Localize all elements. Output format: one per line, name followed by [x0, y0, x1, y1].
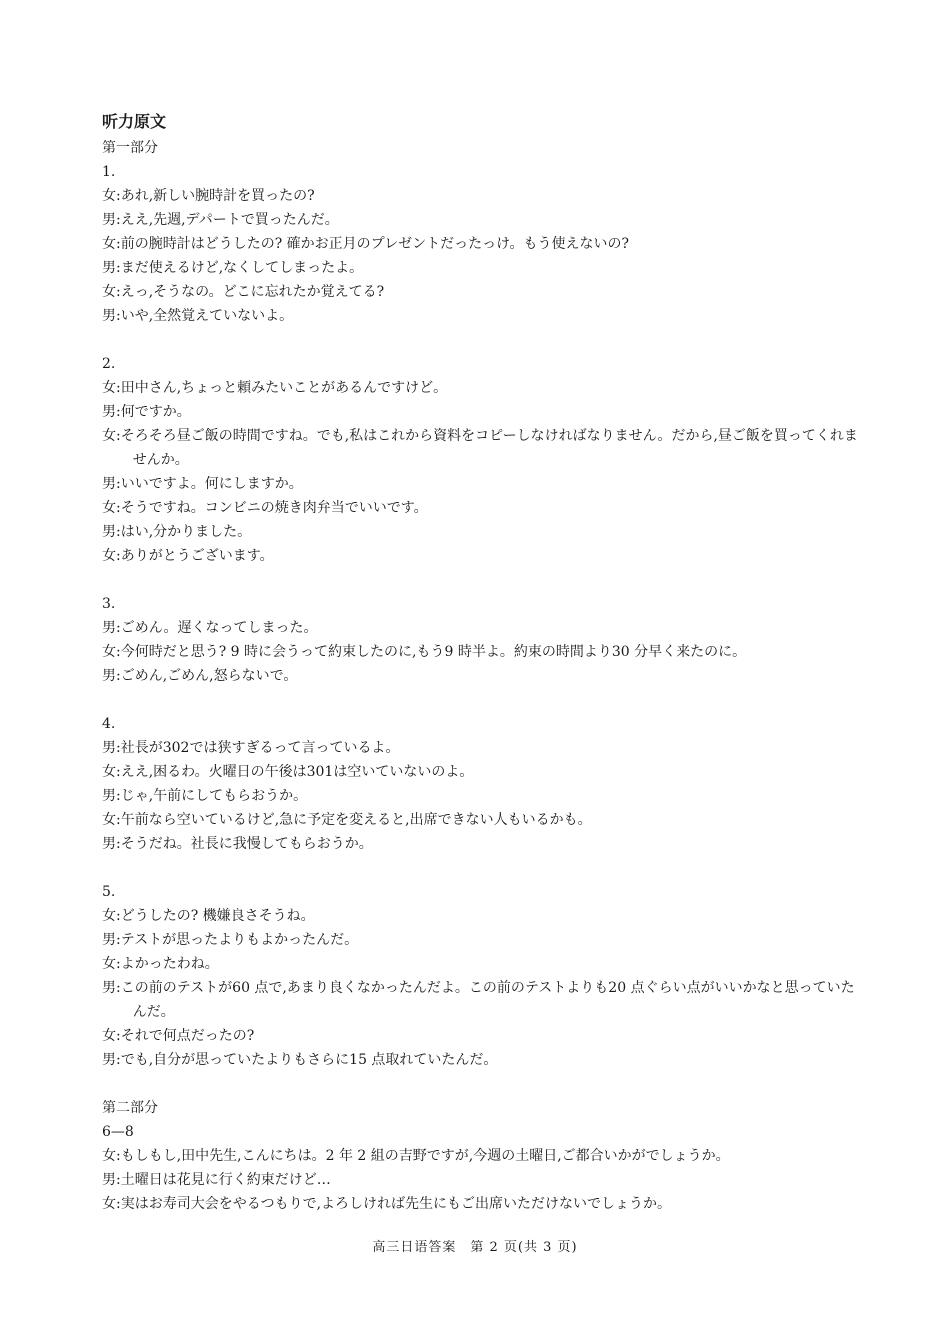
page-footer: 高三日语答案 第 2 页(共 3 页)	[372, 1240, 578, 1255]
dialogue-line: 男:テストが思ったよりもよかったんだ。	[102, 932, 359, 948]
dialogue-line: 男:ごめん。遅くなってしまった。	[102, 620, 318, 636]
dialogue-line: 男:ええ,先週,デパートで買ったんだ。	[102, 212, 339, 228]
dialogue-line: 女:そうですね。コンビニの焼き肉弁当でいいです。	[102, 500, 428, 516]
dialogue-line: 男:この前のテストが60 点で,あまり良くなかったんだよ。この前のテストよりも20 点ぐらい点がいいかなと思っていたんだ。	[102, 980, 855, 1020]
dialogue-line: 女:あれ,新しい腕時計を買ったの?	[102, 188, 315, 204]
dialogue-line: 女:ありがとうございます。	[102, 548, 274, 564]
section-heading: 第一部分	[102, 140, 158, 156]
dialogue-line: 男:ごめん,ごめん,怒らないで。	[102, 668, 298, 684]
dialogue-line: 女:午前なら空いているけど,急に予定を変えると,出席できない人もいるかも。	[102, 812, 592, 828]
dialogue-line: 女:そろそろ昼ご飯の時間ですね。でも,私はこれから資料をコピーしなければなりません。だから,昼ご飯を買ってくれませんか。	[102, 428, 858, 468]
paragraph-gap	[102, 1072, 862, 1096]
dialogue-line: 女:実はお寿司大会をやるつもりで,よろしければ先生にもご出席いただけないでしょうか。	[102, 1196, 672, 1212]
dialogue-line: 男:社長が302では狭すぎるって言っているよ。	[102, 740, 400, 756]
dialogue-line: 女:ええ,困るわ。火曜日の午後は301は空いていないのよ。	[102, 764, 474, 780]
dialogue-line: 男:そうだね。社長に我慢してもらおうか。	[102, 836, 373, 852]
dialogue-line: 女:田中さん,ちょっと頼みたいことがあるんですけど。	[102, 380, 448, 396]
dialogue-line: 女:前の腕時計はどうしたの? 確かお正月のプレゼントだったっけ。もう使えないの?	[102, 236, 630, 252]
question-number: 4.	[102, 716, 116, 732]
question-number: 5.	[102, 884, 116, 900]
question-number: 2.	[102, 356, 116, 372]
dialogue-line: 女:それで何点だったの?	[102, 1028, 255, 1044]
dialogue-line: 男:いいですよ。何にしますか。	[102, 476, 303, 492]
paragraph-gap	[102, 328, 862, 352]
dialogue-line: 女:よかったわね。	[102, 956, 219, 972]
dialogue-line: 女:えっ,そうなの。どこに忘れたか覚えてる?	[102, 284, 385, 300]
dialogue-line: 男:でも,自分が思っていたよりもさらに15 点取れていたんだ。	[102, 1052, 498, 1068]
paragraph-gap	[102, 568, 862, 592]
dialogue-line: 女:もしもし,田中先生,こんにちは。2 年 2 組の吉野ですが,今週の土曜日,ご都合いかがでしょうか。	[102, 1148, 730, 1164]
section-heading: 第二部分	[102, 1100, 158, 1116]
dialogue-line: 女:どうしたの? 機嫌良さそうね。	[102, 908, 315, 924]
dialogue-line: 女:今何時だと思う? 9 時に会うって約束したのに,もう9 時半よ。約束の時間より30 分早く来たのに。	[102, 644, 747, 660]
dialogue-line: 男:じゃ,午前にしてもらおうか。	[102, 788, 308, 804]
dialogue-line: 男:土曜日は花見に行く約束だけど…	[102, 1172, 331, 1188]
dialogue-line: 男:いや,全然覚えていないよ。	[102, 308, 294, 324]
document-page	[102, 108, 862, 1216]
paragraph-gap	[102, 688, 862, 712]
paragraph-gap	[102, 856, 862, 880]
question-number: 1.	[102, 164, 116, 180]
dialogue-line: 男:何ですか。	[102, 404, 191, 420]
question-number: 3.	[102, 596, 116, 612]
dialogue-line: 男:まだ使えるけど,なくしてしまったよ。	[102, 260, 364, 276]
document-title: 听力原文	[102, 112, 167, 131]
dialogue-line: 男:はい,分かりました。	[102, 524, 252, 540]
question-number: 6—8	[102, 1124, 134, 1140]
